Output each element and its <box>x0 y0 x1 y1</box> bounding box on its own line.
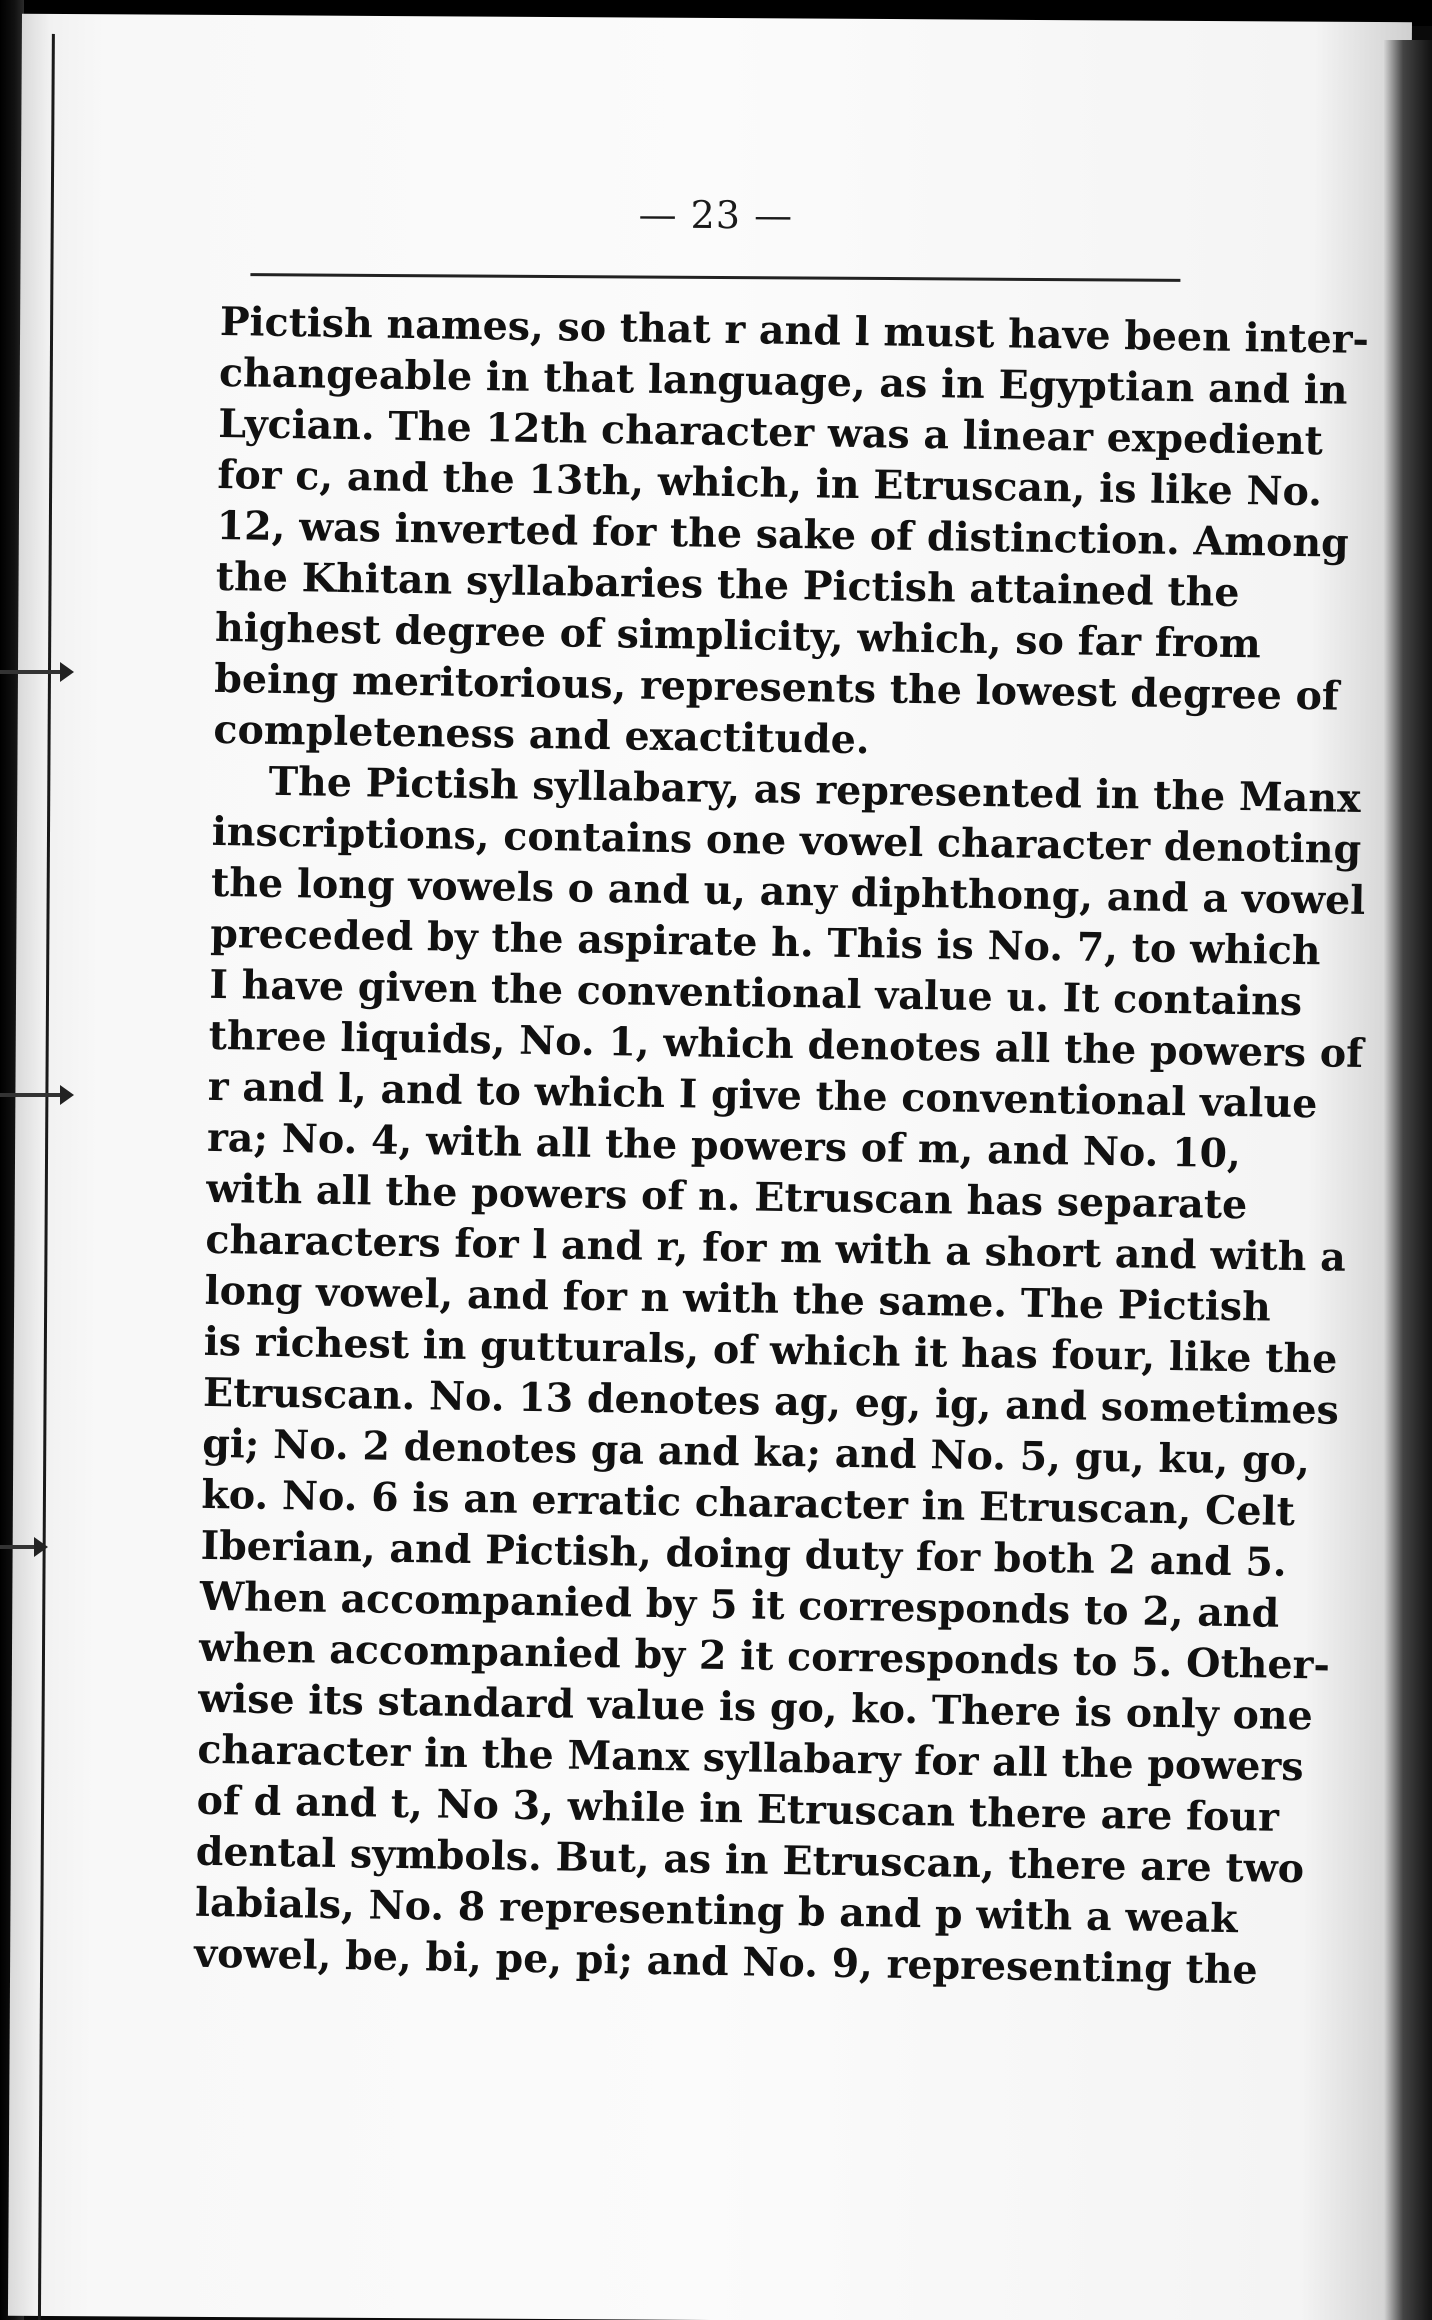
scan-right-border <box>1384 40 1432 2320</box>
text-line: of d and t, No 3, while in Etruscan there are four <box>196 1777 1280 1841</box>
text-line: long vowel, and for n with the same. The Pictish <box>204 1267 1272 1331</box>
text-line: gi; No. 2 denotes ga and ka; and No. 5, gu, ku, go, <box>201 1420 1311 1485</box>
text-line: is richest in gutturals, of which it has four, like the <box>203 1318 1338 1383</box>
paragraph-1 <box>213 297 1370 771</box>
page-number: — 23 — <box>638 192 794 238</box>
text-line: characters for l and r, for m with a short and with a <box>205 1216 1347 1281</box>
text-line: inscriptions, contains one vowel character denoting <box>211 808 1362 873</box>
text-line: Iberian, and Pictish, doing duty for both 2 and 5. <box>200 1522 1288 1586</box>
text-line: highest degree of simplicity, which, so far from <box>214 604 1262 668</box>
text-line: dental symbols. But, as in Etruscan, there are two <box>195 1828 1305 1893</box>
text-line: I have given the conventional value u. It contains <box>209 961 1303 1026</box>
margin-arrow-marker <box>0 1545 44 1549</box>
text-line: vowel, be, bi, pe, pi; and No. 9, representing the <box>193 1930 1258 1994</box>
text-line: When accompanied by 5 it corresponds to 2, and <box>199 1573 1280 1637</box>
text-line: being meritorious, represents the lowest degree of <box>213 655 1340 720</box>
text-line: changeable in that language, as in Egyptian and in <box>218 349 1348 414</box>
text-line: labials, No. 8 representing b and p with a weak <box>194 1879 1238 1943</box>
header-rule <box>250 273 1180 282</box>
page-gutter-line <box>38 34 55 2320</box>
text-line: ko. No. 6 is an erratic character in Etruscan, Celt <box>201 1471 1296 1535</box>
text-line: preceded by the aspirate h. This is No. 7, to which <box>209 910 1321 975</box>
text-line: completeness and exactitude. <box>213 706 870 764</box>
text-line: the long vowels o and u, any diphthong, and a vowel <box>210 859 1366 925</box>
text-line: three liquids, No. 1, which denotes all the powers of <box>208 1012 1364 1078</box>
body-text <box>193 297 1370 1995</box>
text-line: Lycian. The 12th character was a linear expedient <box>217 400 1324 465</box>
text-line: with all the powers of n. Etruscan has separate <box>205 1165 1248 1229</box>
text-line: The Pictish syllabary, as represented in the Manx <box>268 758 1361 822</box>
text-line: Etruscan. No. 13 denotes ag, eg, ig, and sometimes <box>202 1369 1340 1434</box>
text-line: for c, and the 13th, which, in Etruscan, is like No. <box>217 451 1323 516</box>
paragraph-2 <box>193 756 1366 1995</box>
text-line: when accompanied by 2 it corresponds to 5. Other- <box>198 1624 1331 1689</box>
text-line: wise its standard value is go, ko. There is only one <box>197 1675 1314 1740</box>
margin-arrow-marker <box>0 1093 70 1097</box>
text-line: Pictish names, so that r and l must have been inter- <box>219 298 1370 364</box>
text-line: character in the Manx syllabary for all the powers <box>197 1726 1304 1791</box>
text-line: ra; No. 4, with all the powers of m, and No. 10, <box>206 1114 1242 1178</box>
margin-arrow-marker <box>0 670 70 674</box>
text-line: the Khitan syllabaries the Pictish attained the <box>215 553 1240 617</box>
book-page <box>8 14 1412 2320</box>
text-line: r and l, and to which I give the conventional value <box>207 1063 1318 1128</box>
text-line: 12, was inverted for the sake of distinction. Among <box>216 502 1350 567</box>
